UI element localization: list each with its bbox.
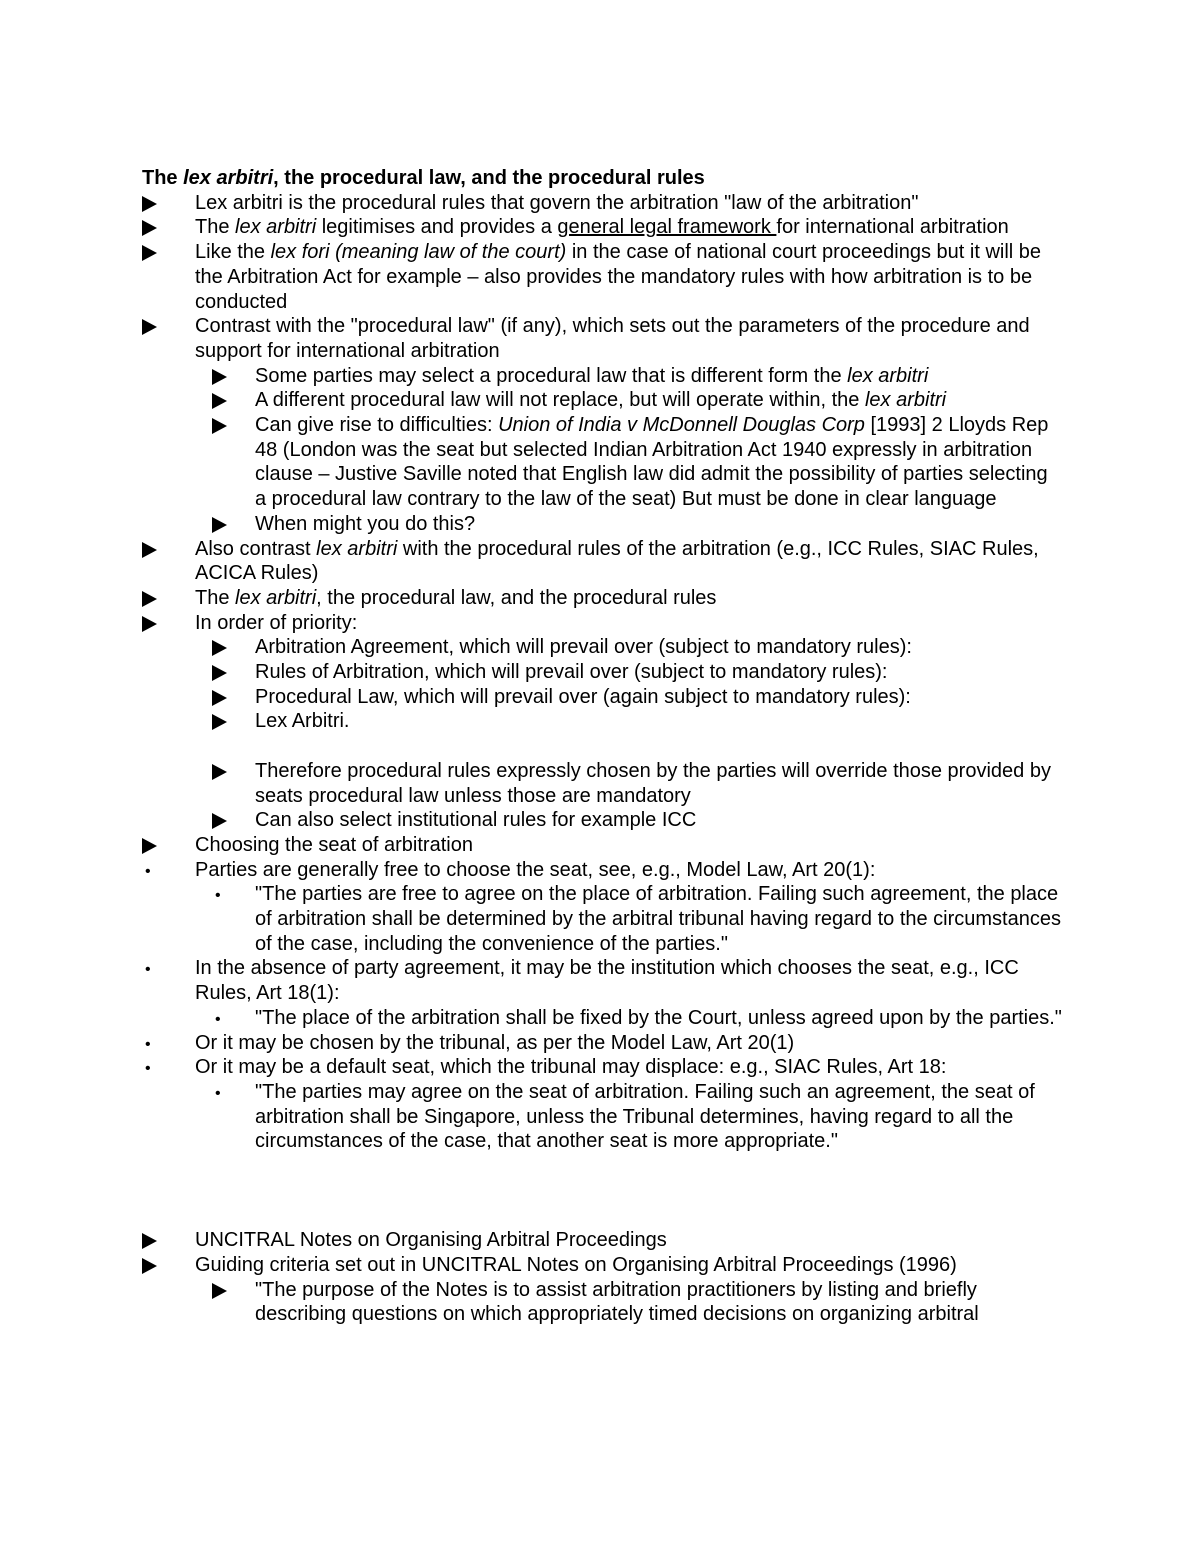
sub-list-item: • "The parties are free to agree on the place of arbitration. Failing such agreement, the place of arbitration shall be determined by the arbitral tribunal having regard to the circumstances of the case, including the convenience of the parties." (142, 882, 1062, 956)
arrow-bullet-icon (212, 388, 227, 416)
sub-list-item: Can give rise to difficulties: Union of India v McDonnell Douglas Corp [1993] 2 Lloyds Rep 48 (London was the seat but selected Indian Arbitration Act 1940 expressly in arbitration clause – Justive Saville noted that English law did admit the possibility of parties selecting a procedural law contrary to the law of the seat) But must be done in clear language (142, 413, 1062, 512)
arrow-bullet-icon (142, 833, 157, 861)
arrow-bullet-icon (212, 685, 227, 713)
notes-content (142, 166, 1062, 1327)
arrow-bullet-icon (212, 413, 227, 441)
arrow-bullet-icon (142, 1228, 157, 1256)
arrow-bullet-icon (212, 364, 227, 392)
list-item: Like the lex fori (meaning law of the court) in the case of national court proceedings but it will be the Arbitration Act for example – also provides the mandatory rules with how arbitration is to be conducted (142, 240, 1062, 314)
blank-line (142, 734, 1062, 759)
arrow-bullet-icon (212, 660, 227, 688)
heading-italic: lex arbitri (183, 167, 274, 189)
underlined-phrase: general legal framework (557, 216, 777, 239)
dot-bullet-icon: • (145, 961, 151, 979)
dot-bullet-icon: • (145, 862, 151, 880)
arrow-bullet-icon (142, 586, 157, 614)
list-item: UNCITRAL Notes on Organising Arbitral Proceedings (142, 1228, 1062, 1253)
sub-list-item: A different procedural law will not replace, but will operate within, the lex arbitri (142, 388, 1062, 413)
arrow-bullet-icon (212, 808, 227, 836)
list-item: • Parties are generally free to choose the seat, see, e.g., Model Law, Art 20(1): (142, 858, 1062, 883)
dot-bullet-icon: • (215, 1010, 221, 1028)
sub-list-item: Lex Arbitri. (142, 709, 1062, 734)
sub-list-item: "The purpose of the Notes is to assist arbitration practitioners by listing and briefly describing questions on which appropriately timed decisions on organizing arbitral (142, 1278, 1062, 1327)
list-item: Lex arbitri is the procedural rules that govern the arbitration "law of the arbitration" (142, 191, 1062, 216)
dot-bullet-icon: • (215, 1085, 221, 1102)
heading-text: , the procedural law, and the procedural rules (273, 167, 705, 189)
section-heading (142, 166, 1062, 191)
list-item: Contrast with the "procedural law" (if any), which sets out the parameters of the procedure and support for international arbitration (142, 314, 1062, 363)
sub-list-item: Therefore procedural rules expressly chosen by the parties will override those provided by seats procedural law unless those are mandatory (142, 759, 1062, 808)
arrow-bullet-icon (142, 240, 157, 268)
blank-space (142, 1154, 1062, 1228)
list-item: Choosing the seat of arbitration (142, 833, 1062, 858)
heading-text: The (142, 167, 184, 189)
list-item: The lex arbitri, the procedural law, and the procedural rules (142, 586, 1062, 611)
case-citation: Union of India v McDonnell Douglas Corp (498, 414, 865, 437)
list-item: Also contrast lex arbitri with the procedural rules of the arbitration (e.g., ICC Rules, SIAC Rules, ACICA Rules) (142, 537, 1062, 586)
arrow-bullet-icon (212, 635, 227, 663)
arrow-bullet-icon (142, 191, 157, 219)
sub-list-item: Rules of Arbitration, which will prevail over (subject to mandatory rules): (142, 660, 1062, 685)
list-item: The lex arbitri legitimises and provides a general legal framework for international arbitration (142, 215, 1062, 240)
sub-list-item: Arbitration Agreement, which will prevail over (subject to mandatory rules): (142, 635, 1062, 660)
arrow-bullet-icon (212, 759, 227, 787)
sub-list-item: • "The parties may agree on the seat of arbitration. Failing such an agreement, the seat of arbitration shall be Singapore, unless the Tribunal determines, having regard to all the circumstances of the case, that another seat is more appropriate." (142, 1080, 1062, 1154)
list-item: Guiding criteria set out in UNCITRAL Notes on Organising Arbitral Proceedings (1996) (142, 1253, 1062, 1278)
arrow-bullet-icon (142, 314, 157, 342)
arrow-bullet-icon (142, 215, 157, 243)
arrow-bullet-icon (142, 537, 157, 565)
arrow-bullet-icon (212, 1278, 227, 1306)
sub-list-item: • "The place of the arbitration shall be fixed by the Court, unless agreed upon by the parties." (142, 1006, 1062, 1031)
sub-list-item: When might you do this? (142, 512, 1062, 537)
arrow-bullet-icon (212, 709, 227, 737)
list-item: • Or it may be a default seat, which the tribunal may displace: e.g., SIAC Rules, Art 18: (142, 1055, 1062, 1080)
list-item: In order of priority: (142, 611, 1062, 636)
list-item: • Or it may be chosen by the tribunal, as per the Model Law, Art 20(1) (142, 1031, 1062, 1056)
dot-bullet-icon: • (215, 887, 221, 905)
list-item: • In the absence of party agreement, it may be the institution which chooses the seat, e.g., ICC Rules, Art 18(1): (142, 956, 1062, 1005)
arrow-bullet-icon (212, 512, 227, 540)
dot-bullet-icon: • (145, 1060, 151, 1078)
arrow-bullet-icon (142, 611, 157, 639)
sub-list-item: Procedural Law, which will prevail over (again subject to mandatory rules): (142, 685, 1062, 710)
sub-list-item: Some parties may select a procedural law that is different form the lex arbitri (142, 364, 1062, 389)
dot-bullet-icon: • (145, 1035, 151, 1053)
sub-list-item: Can also select institutional rules for example ICC (142, 808, 1062, 833)
arrow-bullet-icon (142, 1253, 157, 1281)
